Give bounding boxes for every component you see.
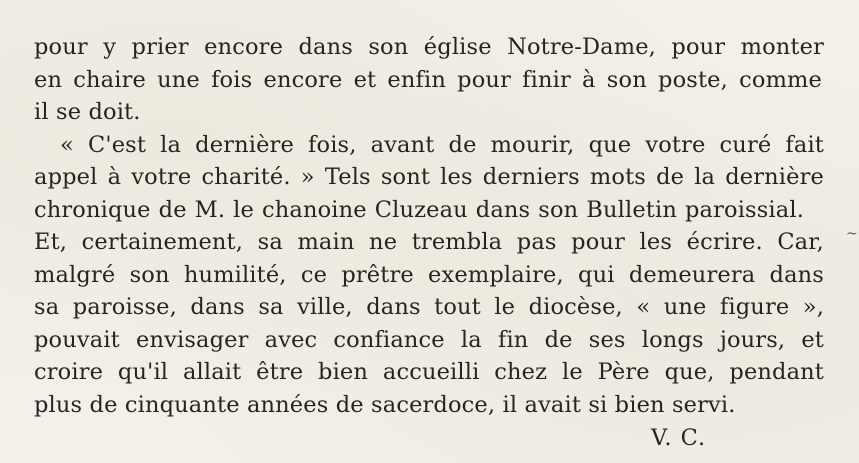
text-line: Et, certainement, sa main ne trembla pas pour les écrire. Car,	[34, 229, 824, 255]
text-line: pouvait envisager avec confiance la fin de ses longs jours, et	[34, 326, 824, 353]
text-line: plus de cinquante années de sacerdoce, il avait si bien servi.	[34, 391, 736, 418]
author-signature: V. C.	[651, 425, 707, 451]
text-line: malgré son humilité, ce prêtre exemplaire, qui demeurera dans	[34, 261, 824, 288]
text-line: pour y prier encore dans son église Notre-Dame, pour monter	[34, 34, 824, 60]
text-line: en chaire une fois encore et enfin pour finir à son poste, comme	[34, 66, 822, 93]
page-edge-mark: ~	[846, 226, 858, 242]
text-line: sa paroisse, dans sa ville, dans tout le diocèse, « une figure »,	[34, 294, 824, 320]
article-body	[34, 31, 834, 421]
text-line: « C'est la dernière fois, avant de mourir, que votre curé fait	[60, 131, 824, 158]
text-line: il se doit.	[34, 99, 141, 125]
text-line: chronique de M. le chanoine Cluzeau dans son Bulletin paroissial.	[34, 196, 804, 223]
text-line: appel à votre charité. » Tels sont les derniers mots de la dernière	[34, 164, 824, 190]
text-line: croire qu'il allait être bien accueilli chez le Père que, pendant	[34, 359, 824, 385]
